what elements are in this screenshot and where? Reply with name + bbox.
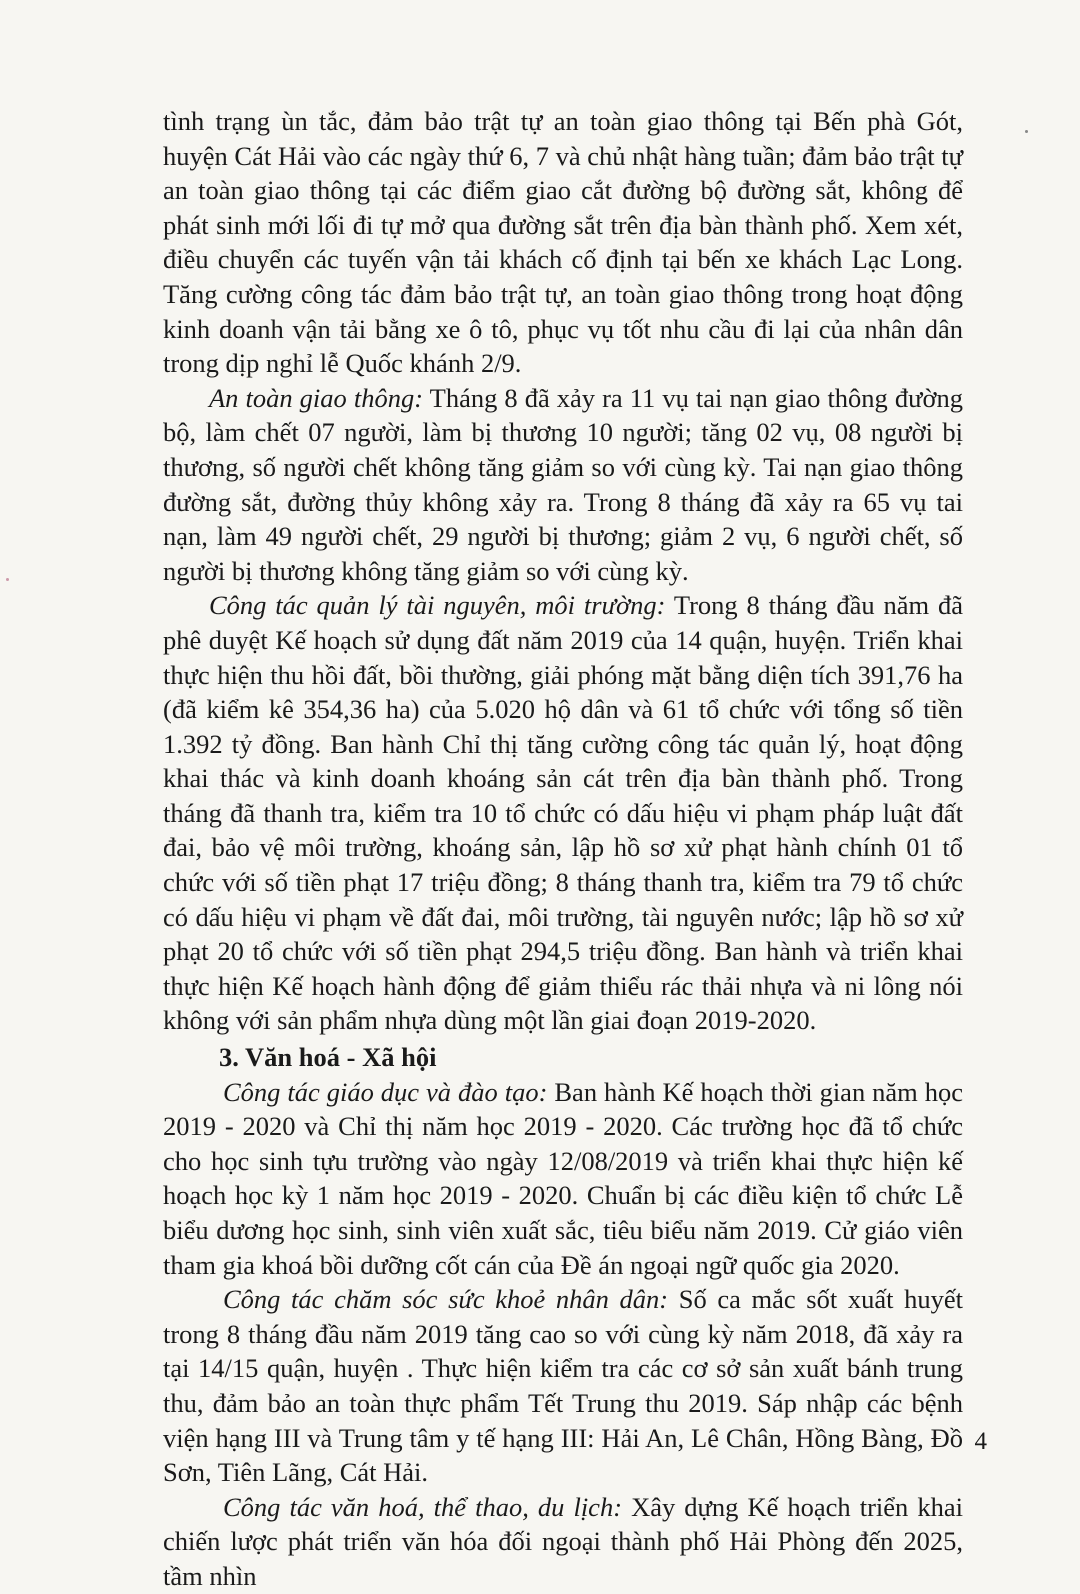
paragraph-culture — [163, 1490, 963, 1594]
paragraph-traffic-safety — [163, 381, 963, 589]
scan-speck — [1025, 130, 1028, 133]
education-body: Ban hành Kế hoạch thời gian năm học 2019 - 2020 và Chỉ thị năm học 2019 - 2020. Các trường học đã tổ chức cho học sinh tựu trường vào ngày 12/08/2019 và triển khai thực hiện kế hoạch học kỳ 1 năm học 2019 - 2020. Chuẩn bị các điều kiện tổ chức Lễ biểu dương học sinh, sinh viên xuất sắc, tiêu biểu năm 2019. Cử giáo viên tham gia khoá bồi dưỡng cốt cán của Đề án ngoại ngữ quốc gia 2020. — [163, 1076, 964, 1280]
health-lead: Công tác chăm sóc sức khoẻ nhân dân: — [223, 1284, 669, 1315]
education-lead: Công tác giáo dục và đào tạo: — [223, 1076, 548, 1107]
culture-body: Xây dựng Kế hoạch triển khai chiến lược phát triển văn hóa đối ngoại thành phố Hải Phòng đến 2025, tầm nhìn — [163, 1491, 963, 1591]
paragraph-health — [163, 1282, 963, 1490]
resources-lead: Công tác quản lý tài nguyên, môi trường: — [209, 590, 666, 621]
resources-body: Trong 8 tháng đầu năm đã phê duyệt Kế hoạch sử dụng đất năm 2019 của 14 quận, huyện. Triển khai thực hiện thu hồi đất, bồi thường, giải phóng mặt bằng diện tích 391,76 ha (đã kiểm kê 354,36 ha) của 5.020 hộ dân và 61 tổ chức với tổng số tiền 1.392 tỷ đồng. Ban hành Chỉ thị tăng cường công tác quản lý, hoạt động khai thác và kinh doanh khoáng sản cát trên địa bàn thành phố. Trong tháng đã thanh tra, kiểm tra 10 tổ chức có dấu hiệu vi phạm pháp luật đất đai, bảo vệ môi trường, khoáng sản, lập hồ sơ xử phạt hành chính 01 tổ chức với số tiền phạt 17 triệu đồng; 8 tháng thanh tra, kiểm tra 79 tổ chức có dấu hiệu vi phạm về đất đai, môi trường, tài nguyên nước; lập hồ sơ xử phạt 20 tổ chức với số tiền phạt 294,5 triệu đồng. Ban hành và triển khai thực hiện Kế hoạch hành động để giảm thiểu rác thải nhựa và ni lông nói không với sản phẩm nhựa dùng một lần giai đoạn 2019-2020. — [163, 590, 963, 1036]
culture-lead: Công tác văn hoá, thể thao, du lịch: — [223, 1491, 623, 1522]
traffic-safety-lead: An toàn giao thông: — [209, 382, 424, 413]
scan-speck — [6, 578, 9, 581]
paragraph-traffic-order: tình trạng ùn tắc, đảm bảo trật tự an toàn giao thông tại Bến phà Gót, huyện Cát Hải vào các ngày thứ 6, 7 và chủ nhật hàng tuần; đảm bảo trật tự an toàn giao thông tại các điểm giao cắt đường bộ đường sắt, không để phát sinh mới lối đi tự mở qua đường sắt trên địa bàn thành phố. Xem xét, điều chuyển các tuyến vận tải khách cố định tại bến xe khách Lạc Long. Tăng cường công tác đảm bảo trật tự, an toàn giao thông trong hoạt động kinh doanh vận tải bằng xe ô tô, phục vụ tốt nhu cầu đi lại của nhân dân trong dịp nghỉ lễ Quốc khánh 2/9. — [163, 106, 963, 379]
paragraph-education — [163, 1075, 963, 1283]
traffic-safety-body: Tháng 8 đã xảy ra 11 vụ tai nạn giao thông đường bộ, làm chết 07 người, làm bị thương 10 người; tăng 02 vụ, 08 người bị thương, số người chết không tăng giảm so với cùng kỳ. Tai nạn giao thông đường sắt, đường thủy không xảy ra. Trong 8 tháng đã xảy ra 65 vụ tai nạn, làm 49 người chết, 29 người bị thương; giảm 2 vụ, 6 người chết, số người bị thương không tăng giảm so với cùng kỳ. — [163, 382, 963, 586]
page-number: 4 — [974, 1428, 987, 1455]
health-body: Số ca mắc sốt xuất huyết trong 8 tháng đầu năm 2019 tăng cao so với cùng kỳ năm 2018, đã xảy ra tại 14/15 quận, huyện . Thực hiện kiểm tra các cơ sở sản xuất bánh trung thu, đảm bảo an toàn thực phẩm Tết Trung thu 2019. Sáp nhập các bệnh viện hạng III và Trung tâm y tế hạng III: Hải An, Lê Chân, Hồng Bàng, Đồ Sơn, Tiên Lãng, Cát Hải. — [163, 1284, 963, 1488]
body-text — [163, 104, 963, 1594]
paragraph-resources-environment — [163, 588, 963, 1038]
section-heading: 3. Văn hoá - Xã hội — [219, 1042, 437, 1073]
